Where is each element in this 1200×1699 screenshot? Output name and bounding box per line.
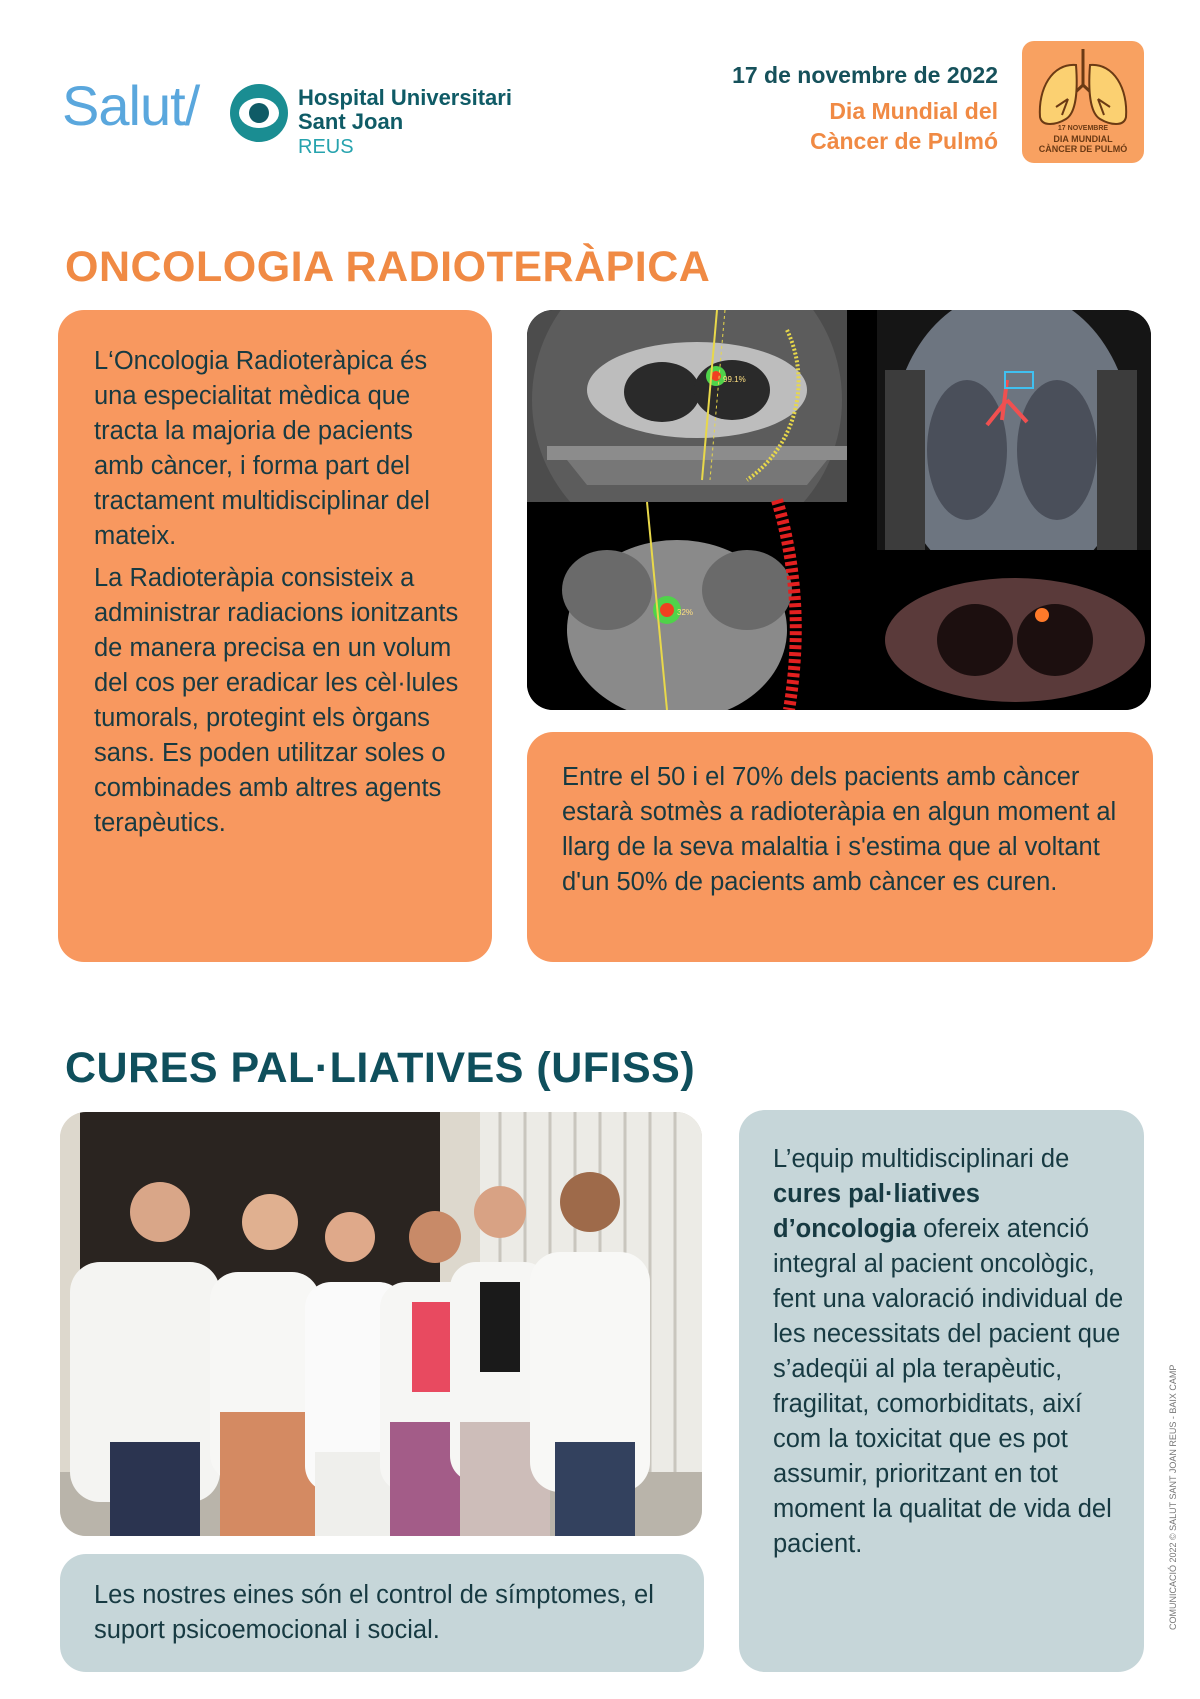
- radiotherapy-stat-text: Entre el 50 i el 70% dels pacients amb càncer estarà sotmès a radioteràpia en algun moment al llarg de la seva malaltia i s'estima que al voltant d'un 50% de pacients amb càncer es curen.: [562, 763, 1117, 896]
- hospital-name: [298, 86, 512, 134]
- badge-line2: DIA MUNDIAL: [1053, 134, 1113, 144]
- palliative-title: CURES PAL·LIATIVES (UFISS): [65, 1044, 696, 1092]
- palliative-description-highlight: cures pal·liatives d’oncologia: [773, 1180, 980, 1243]
- ct-scan-image: [527, 310, 1151, 710]
- team-photo: [60, 1112, 702, 1536]
- palliative-description-box: [739, 1110, 1144, 1672]
- radiotherapy-stat-box: [527, 732, 1153, 962]
- copyright-credit: COMUNICACIÓ 2022 © SALUT SANT JOAN REUS - BAIX CAMP: [1168, 1364, 1178, 1630]
- scan-dose-label-2: 32%: [677, 608, 694, 617]
- palliative-tools-text: Les nostres eines són el control de símptomes, el suport psicoemocional i social.: [94, 1581, 654, 1644]
- hospital-name-line2: Sant Joan: [298, 109, 404, 134]
- event-date: 17 de novembre de 2022: [732, 62, 998, 88]
- radiotherapy-intro-box: [58, 310, 492, 962]
- badge-date: 17 NOVEMBRE: [1057, 125, 1109, 132]
- lung-day-badge: [1022, 41, 1144, 163]
- hospital-logo-icon: [228, 82, 290, 144]
- badge-line3: CÀNCER DE PULMÓ: [1038, 144, 1128, 154]
- radiotherapy-intro-paragraph-1: L‘Oncologia Radioteràpica és una especialitat mèdica que tracta la majoria de pacients amb càncer, i forma part del tractament multidisciplinar del mateix.: [94, 347, 430, 550]
- ct-scan-graphic: [527, 310, 1151, 710]
- hospital-city: REUS: [298, 136, 354, 158]
- palliative-tools-box: [60, 1554, 704, 1672]
- hospital-name-line1: Hospital Universitari: [298, 85, 512, 110]
- event-name: [698, 96, 998, 156]
- radiotherapy-intro-paragraph-2: La Radioteràpia consisteix a administrar radiacions ionitzants de manera precisa en un volum del cos per eradicar les cèl·lules tumorals, protegint els òrgans sans. Es poden utilitzar soles o combinades amb altres agents terapèutics.: [94, 564, 459, 837]
- event-name-line1: Dia Mundial del: [829, 98, 998, 124]
- palliative-description-body: ofereix atenció integral al pacient oncològic, fent una valoració individual de les necessitats del pacient que s’adeqüi al pla terapèutic, fragilitat, comorbiditats, així com la toxicitat que es pot assumir, prioritzant en tot moment la qualitat de vida del pacient.: [773, 1215, 1124, 1558]
- palliative-description-intro: L’equip multidisciplinari de: [773, 1145, 1070, 1173]
- salut-logo-text: Salut/: [62, 74, 200, 137]
- event-name-line2: Càncer de Pulmó: [810, 128, 998, 154]
- team-photo-graphic: [60, 1112, 702, 1536]
- radiotherapy-title: ONCOLOGIA RADIOTERÀPICA: [65, 243, 711, 291]
- scan-dose-label: 99.1%: [723, 375, 746, 384]
- palliative-description-text: [773, 1142, 1125, 1562]
